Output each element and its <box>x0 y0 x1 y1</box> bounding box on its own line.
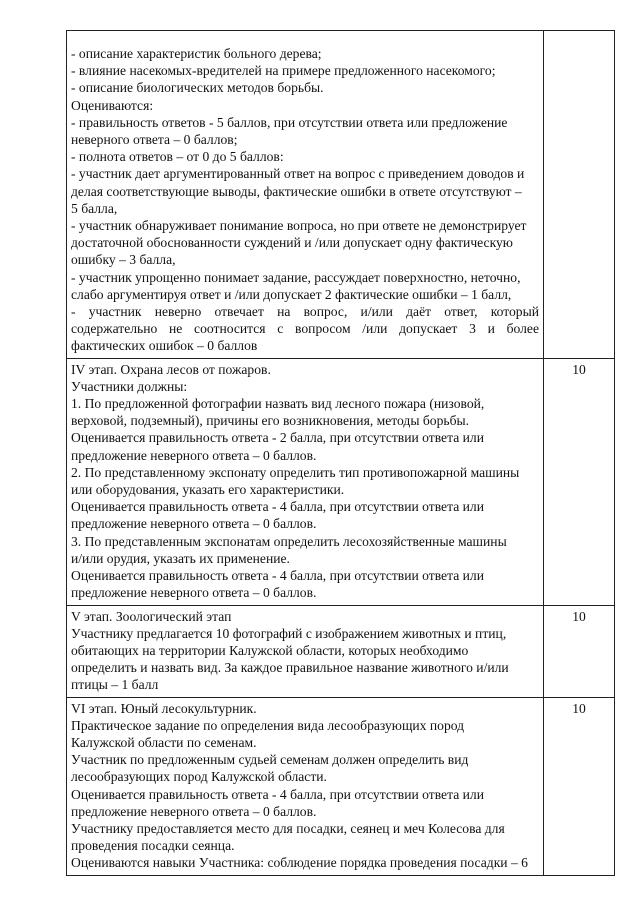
text-line: Оцениваются навыки Участника: соблюдение порядка проведения посадки – 6 <box>71 855 528 871</box>
text-line: Калужской области по семенам. <box>71 734 257 750</box>
row-text-cell <box>67 605 544 697</box>
text-line: Участники должны: <box>71 378 188 394</box>
text-line: - правильность ответов - 5 баллов, при отсутствии ответа или предложение <box>71 114 508 130</box>
text-line: - описание биологических методов борьбы. <box>71 80 324 96</box>
text-line: - описание характеристик больного дерева; <box>71 46 322 61</box>
text-line: Практическое задание по определения вида лесообразующих пород <box>71 717 465 733</box>
table-row <box>67 605 615 697</box>
text-line: ошибку – 3 балла, <box>71 252 176 268</box>
text-line: достаточной обоснованности суждений и /или допускает одну фактическую <box>71 235 513 251</box>
text-line: Оценивается правильность ответа - 2 балла, при отсутствии ответа или <box>71 430 484 446</box>
points-cell: 10 <box>544 605 615 697</box>
text-line: 2. По представленному экспонату определить тип противопожарной машины <box>71 464 520 480</box>
text-line: птицы – 1 балл <box>71 677 159 693</box>
text-line: - полнота ответов – от 0 до 5 баллов: <box>71 149 284 165</box>
text-line: предложение неверного ответа – 0 баллов. <box>71 803 317 819</box>
text-line: - влияние насекомых-вредителей на примере предложенного насекомого; <box>71 63 496 79</box>
text-line: лесообразующих пород Калужской области. <box>71 769 327 785</box>
text-line: - участник неверно отвечает на вопрос, и/или даёт ответ, который <box>71 304 539 320</box>
text-line: содержательно не соотносится с вопросом /или допускает 3 и более <box>71 321 539 337</box>
text-line: верховой, подземный), причины его возникновения, методы борьбы. <box>71 413 470 429</box>
text-line: Оценивается правильность ответа - 4 балла, при отсутствии ответа или <box>71 568 484 584</box>
points-cell: 10 <box>544 358 615 605</box>
text-line: делая соответствующие выводы, фактические ошибки в ответе отсутствуют – <box>71 183 522 199</box>
table-row <box>67 358 615 605</box>
row-text-cell <box>67 697 544 875</box>
row-text-cell <box>67 358 544 605</box>
text-line: или оборудования, указать его характеристики. <box>71 482 345 498</box>
points-cell <box>544 31 615 359</box>
stage-title: V этап. Зоологический этап <box>71 608 232 624</box>
table-row <box>67 31 615 359</box>
points-cell: 10 <box>544 697 615 875</box>
stage-title: IV этап. Охрана лесов от пожаров. <box>71 361 271 377</box>
row-text-cell <box>67 31 544 359</box>
text-line: определить и назвать вид. За каждое правильное название животного и/или <box>71 660 509 676</box>
text-line: 5 балла, <box>71 200 118 216</box>
stage-title: VI этап. Юный лесокультурник. <box>71 700 257 716</box>
text-line: предложение неверного ответа – 0 баллов. <box>71 585 317 601</box>
text-line: обитающих на территории Калужской области, которых необходимо <box>71 642 469 658</box>
text-line: Оценивается правильность ответа - 4 балла, при отсутствии ответа или <box>71 499 484 515</box>
text-line: предложение неверного ответа – 0 баллов. <box>71 447 317 463</box>
text-line: Участнику предоставляется место для посадки, сеянец и меч Колесова для <box>71 820 505 836</box>
text-line: и/или орудия, указать их применение. <box>71 550 290 566</box>
text-line: Участник по предложенным судьей семенам должен определить вид <box>71 752 469 768</box>
text-line: 3. По представленным экспонатам определить лесохозяйственные машины <box>71 533 507 549</box>
text-line: проведения посадки сеянца. <box>71 838 235 854</box>
text-line: Оцениваются: <box>71 97 154 113</box>
text-line: - участник обнаруживает понимание вопроса, но при ответе не демонстрирует <box>71 218 527 234</box>
text-line: Участнику предлагается 10 фотографий с изображением животных и птиц, <box>71 625 507 641</box>
text-line: предложение неверного ответа – 0 баллов. <box>71 516 317 532</box>
text-line: - участник дает аргументированный ответ на вопрос с приведением доводов и <box>71 166 525 182</box>
text-line: Оценивается правильность ответа - 4 балла, при отсутствии ответа или <box>71 786 484 802</box>
text-line: фактических ошибок – 0 баллов <box>71 338 258 354</box>
text-line: 1. По предложенной фотографии назвать вид лесного пожара (низовой, <box>71 396 485 412</box>
text-line: слабо аргументируя ответ и /или допускает 2 фактические ошибки – 1 балл, <box>71 286 512 302</box>
text-line: неверного ответа – 0 баллов; <box>71 132 238 148</box>
criteria-table <box>66 30 615 876</box>
text-line: - участник упрощенно понимает задание, рассуждает поверхностно, неточно, <box>71 269 521 285</box>
table-row <box>67 697 615 875</box>
